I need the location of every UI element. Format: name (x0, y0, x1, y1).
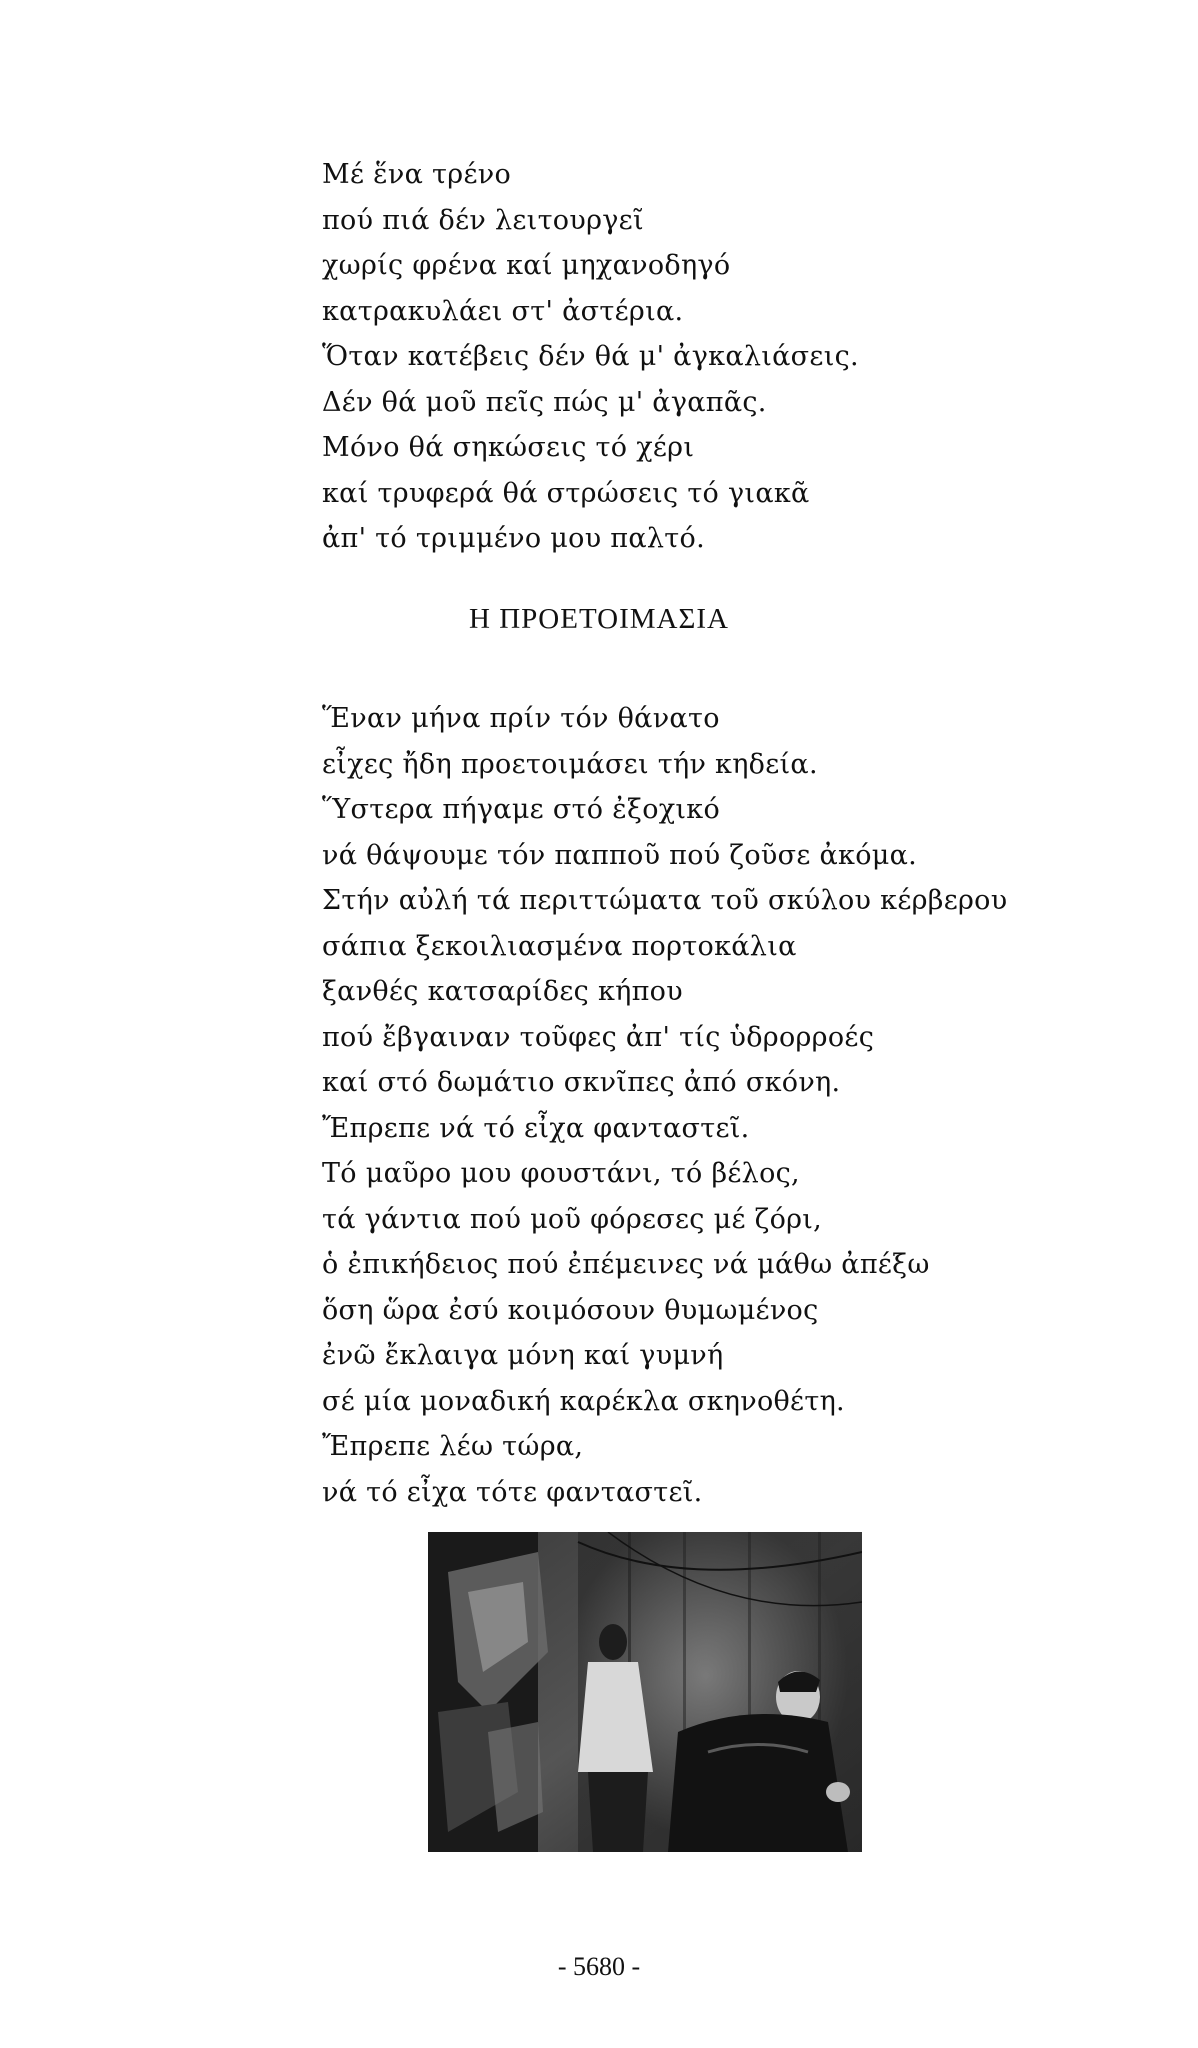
photograph (428, 1532, 862, 1852)
poem-line: εἶχες ἤδη προετοιμάσει τήν κηδεία. (322, 748, 818, 780)
poem-line: ὁ ἐπικήδειος πού ἐπέμεινες νά μάθω ἀπέξω (322, 1249, 930, 1280)
poem-title: Η ΠΡΟΕΤΟΙΜΑΣΙΑ (469, 603, 729, 635)
poem-line: Ἔπρεπε νά τό εἶχα φανταστεῖ. (322, 1112, 750, 1144)
photograph-illustration (428, 1532, 862, 1852)
poem-line: Ὕστερα πήγαμε στό ἐξοχικό (322, 794, 721, 825)
poem-line: Μέ ἕνα τρένο (322, 159, 512, 190)
poem-line: καί στό δωμάτιο σκνῖπες ἀπό σκόνη. (322, 1067, 841, 1098)
poem-line: πού ἔβγαιναν τοῦφες ἀπ' τίς ὑδρορροές (322, 1021, 875, 1053)
poem-line: σάπια ξεκοιλιασμένα πορτοκάλια (322, 930, 797, 962)
poem-line: νά τό εἶχα τότε φανταστεῖ. (322, 1476, 703, 1508)
poem-line: τά γάντια πού μοῦ φόρεσες μέ ζόρι, (322, 1203, 823, 1235)
poem-line: Δέν θά μοῦ πεῖς πώς μ' ἀγαπᾶς. (322, 386, 767, 418)
poem-line: νά θάψουμε τόν παπποῦ πού ζοῦσε ἀκόμα. (322, 839, 918, 871)
poem-line: ξανθές κατσαρίδες κήπου (322, 976, 683, 1007)
poem-line: Τό μαῦρο μου φουστάνι, τό βέλος, (322, 1158, 800, 1189)
poem-line: ἀπ' τό τριμμένο μου παλτό. (322, 523, 705, 554)
poem-body (322, 696, 1082, 1515)
poem-line: Στήν αὐλή τά περιττώματα τοῦ σκύλου κέρβερου (322, 885, 1008, 916)
poem-continued (322, 152, 1082, 562)
poem-line: σέ μία μοναδική καρέκλα σκηνοθέτη. (322, 1385, 845, 1417)
poem-line: Ἔπρεπε λέω τώρα, (322, 1431, 584, 1462)
poem-line: χωρίς φρένα καί μηχανοδηγό (322, 250, 731, 281)
page-number: - 5680 - (557, 1952, 641, 1981)
poem-line: Μόνο θά σηκώσεις τό χέρι (322, 432, 695, 463)
poem-line: ἐνῶ ἔκλαιγα μόνη καί γυμνή (322, 1340, 724, 1371)
poem-line: πού πιά δέν λειτουργεῖ (322, 204, 644, 236)
poem-line: καί τρυφερά θά στρώσεις τό γιακᾶ (322, 477, 810, 509)
poem-line: ὅση ὥρα ἐσύ κοιμόσουν θυμωμένος (322, 1294, 819, 1326)
poem-line: Ὅταν κατέβεις δέν θά μ' ἀγκαλιάσεις. (322, 341, 859, 372)
poem-line: κατρακυλάει στ' ἀστέρια. (322, 295, 684, 327)
poem-line: Ἕναν μήνα πρίν τόν θάνατο (322, 703, 720, 734)
